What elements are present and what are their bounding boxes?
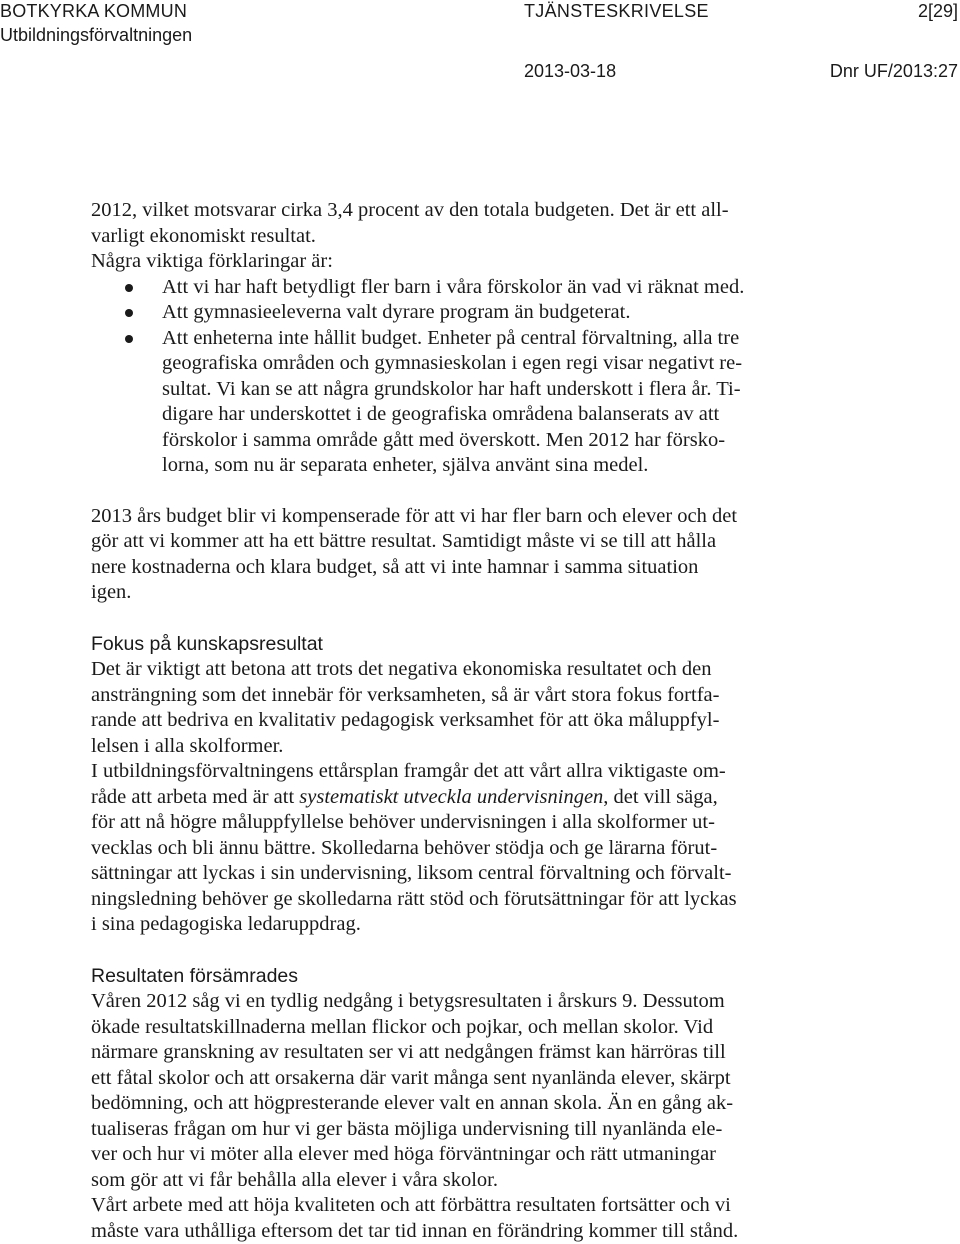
bullet-icon	[125, 284, 133, 292]
text-line: digare har underskottet i de geografiska områdena balanserats av att	[162, 403, 720, 425]
text-line: 2012, vilket motsvarar cirka 3,4 procent av den totala budgeten. Det är ett all-	[91, 199, 729, 221]
text-line: närmare granskning av resultaten ser vi att nedgången främst kan härröras till	[91, 1041, 726, 1063]
text-line: ansträngning som det innebär för verksamheten, så är vårt stora fokus fortfa-	[91, 683, 720, 706]
text-line: bedömning, och att högpresterande elever valt en annan skola. Än en gång ak-	[91, 1092, 734, 1114]
text-line: Några viktiga förklaringar är:	[91, 250, 333, 272]
text-line: geografiska områden och gymnasieskolan i egen regi visar negativt re-	[162, 352, 743, 374]
text-line: förskolor i samma område gått med överskott. Men 2012 har försko-	[162, 428, 726, 451]
focus-paragraph-2	[91, 759, 936, 938]
text-line: Vårt arbete med att höja kvaliteten och att förbättra resultaten fortsätter och vi	[91, 1194, 731, 1216]
text-line: sättningar att lyckas i sin undervisning, liksom central förvaltning och förvalt-	[91, 862, 732, 884]
bullet-icon	[125, 309, 133, 317]
text-line: ningsledning behöver ge skolledarna rätt stöd och förutsättningar för att lyckas	[91, 887, 737, 910]
intro-paragraph	[91, 198, 936, 275]
document-type: TJÄNSTESKRIVELSE	[524, 1, 709, 21]
text-line: igen.	[91, 581, 132, 603]
department-name: Utbildningsförvaltningen	[0, 25, 193, 45]
text-line: Våren 2012 såg vi en tydlig nedgång i betygsresultaten i årskurs 9. Dessutom	[91, 990, 725, 1012]
text-line: Att enheterna inte hållit budget. Enheter på central förvaltning, alla tre	[162, 326, 740, 349]
text-line: i sina pedagogiska ledaruppdrag.	[91, 913, 361, 935]
text-line: lorna, som nu är separata enheter, själva använt sina medel.	[162, 454, 649, 476]
text-line: måste vara uthålliga eftersom det tar tid innan en förändring kommer till stånd.	[91, 1219, 739, 1242]
list-item	[91, 275, 936, 301]
text-line: för att nå högre måluppfyllelse behöver undervisningen i alla skolformer ut-	[91, 811, 715, 833]
emphasized-phrase: systematiskt utveckla undervisningen	[299, 785, 604, 808]
text-line: sultat. Vi kan se att några grundskolor har haft underskott i flera år. Ti-	[162, 377, 741, 400]
results-paragraph-2	[91, 1193, 936, 1244]
focus-paragraph-1	[91, 657, 936, 759]
text-line: Att gymnasieeleverna valt dyrare program än budgeterat.	[162, 301, 631, 323]
text-fragment: råde att arbeta med är att	[91, 785, 300, 808]
results-paragraph-1	[91, 989, 936, 1193]
document-date: 2013-03-18	[524, 61, 617, 81]
text-line: vecklas och bli ännu bättre. Skolledarna behöver stödja och ge lärarna förut-	[91, 836, 718, 859]
page-number: 2[29]	[917, 1, 958, 21]
text-line: ver och hur vi möter alla elever med höga förväntningar och rätt utmaningar	[91, 1143, 717, 1165]
text-line: I utbildningsförvaltningens ettårsplan framgår det att vårt allra viktigaste om-	[91, 760, 726, 782]
registration-number: Dnr UF/2013:27	[829, 61, 958, 81]
text-line: ett fåtal skolor och att orsakerna där varit många sent nyanlända elever, skärpt	[91, 1066, 731, 1089]
text-line: ökade resultatskillnaderna mellan flickor och pojkar, och mellan skolor. Vid	[91, 1015, 714, 1038]
text-line: tualiseras frågan om hur vi ger bästa möjliga undervisning till nyanlända ele-	[91, 1117, 723, 1140]
document-body	[91, 198, 936, 1244]
explanation-list	[91, 275, 936, 479]
organization-name: BOTKYRKA KOMMUN	[0, 1, 188, 21]
budget-paragraph	[91, 504, 936, 606]
list-item	[91, 300, 936, 326]
list-item	[91, 326, 936, 479]
text-line: varligt ekonomiskt resultat.	[91, 224, 316, 247]
text-line: Det är viktigt att betona att trots det negativa ekonomiska resultatet och den	[91, 658, 712, 680]
text-line: gör att vi kommer att ha ett bättre resultat. Samtidigt måste vi se till att hålla	[91, 530, 717, 552]
section-heading-results: Resultaten försämrades	[91, 964, 299, 987]
text-fragment: , det vill säga,	[603, 785, 718, 808]
text-line: rande att bedriva en kvalitativ pedagogisk verksamhet för att öka måluppfyl-	[91, 709, 720, 731]
text-line: som gör att vi får behålla alla elever i våra skolor.	[91, 1168, 498, 1191]
text-line: lelsen i alla skolformer.	[91, 734, 284, 757]
bullet-icon	[125, 335, 133, 343]
text-line: 2013 års budget blir vi kompenserade för att vi har fler barn och elever och det	[91, 504, 738, 527]
section-heading-focus: Fokus på kunskapsresultat	[91, 632, 323, 655]
text-line: nere kostnaderna och klara budget, så att vi inte hamnar i samma situation	[91, 555, 699, 578]
text-line: Att vi har haft betydligt fler barn i våra förskolor än vad vi räknat med.	[162, 275, 745, 298]
